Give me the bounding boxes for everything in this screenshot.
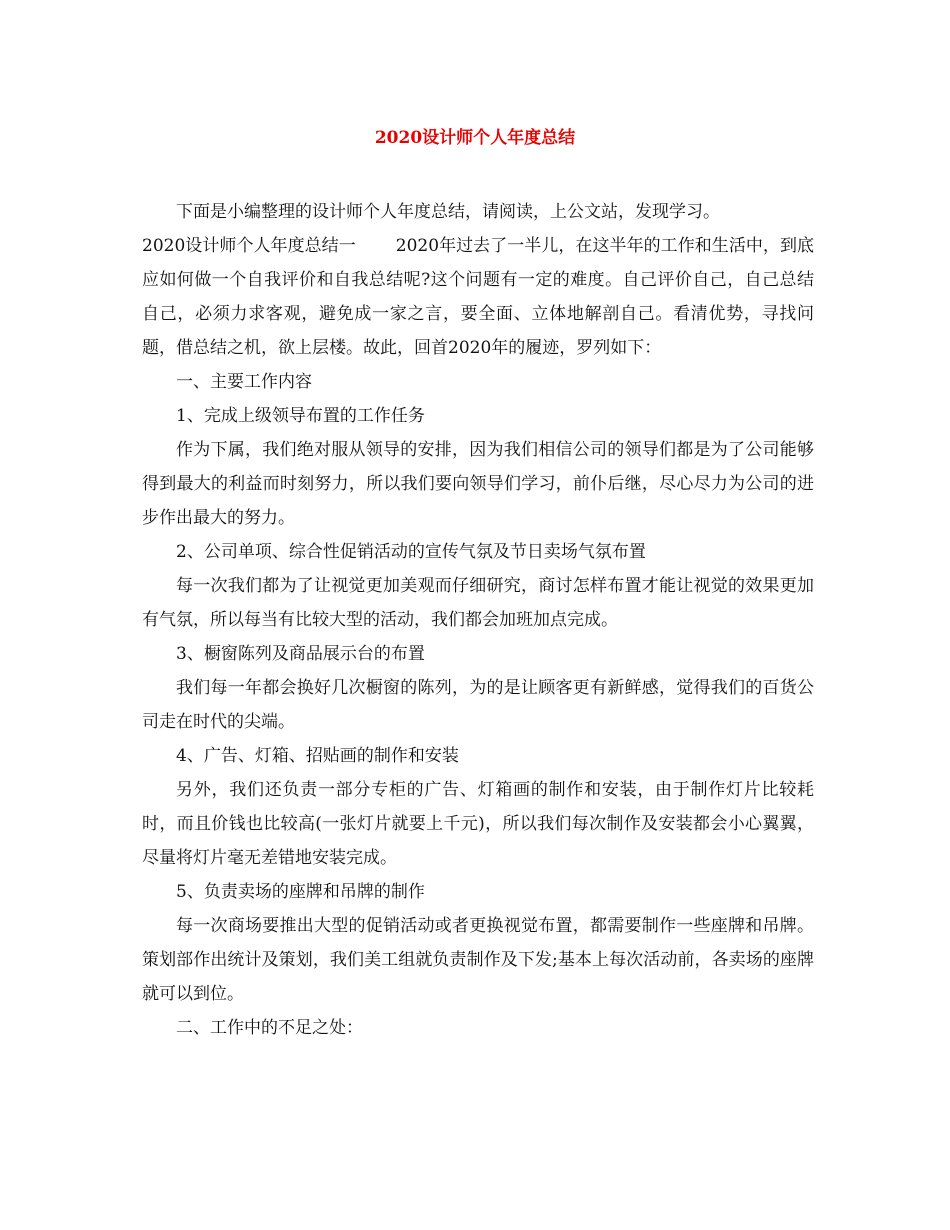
item-text-2: 每一次我们都为了让视觉更加美观而仔细研究，商讨怎样布置才能让视觉的效果更加有气氛，所以每当有比较大型的活动，我们都会加班加点完成。 [142,576,814,630]
item-heading-1: 1、完成上级领导布置的工作任务 [176,406,425,426]
item-text-3: 我们每一年都会换好几次橱窗的陈列，为的是让顾客更有新鲜感，觉得我们的百货公司走在时代的尖端。 [142,678,814,732]
subheading: 2020设计师个人年度总结一 [142,236,356,256]
item-heading-2: 2、公司单项、综合性促销活动的宣传气氛及节日卖场气氛布置 [176,542,646,562]
item-text-5: 每一次商场要推出大型的促销活动或者更换视觉布置，都需要制作一些座牌和吊牌。策划部作出统计及策划，我们美工组就负责制作及下发;基本上每次活动前，各卖场的座牌就可以到位。 [142,916,814,1004]
item-text-4: 另外，我们还负责一部分专柜的广告、灯箱画的制作和安装，由于制作灯片比较耗时，而且价钱也比较高(一张灯片就要上千元)，所以我们每次制作及安装都会小心翼翼，尽量将灯片毫无差错地安装完成。 [142,780,814,868]
item-heading-5: 5、负责卖场的座牌和吊牌的制作 [176,882,425,902]
opening-text: 2020年过去了一半儿，在这半年的工作和生活中，到底应如何做一个自我评价和自我总结呢?这个问题有一定的难度。自己评价自己，自己总结自己，必须力求客观，避免成一家之言，要全面、立体地解剖自己。看清优势，寻找问题，借总结之机，欲上层楼。故此，回首2020年的履迹，罗列如下： [142,236,815,358]
item-heading-4: 4、广告、灯箱、招贴画的制作和安装 [176,746,459,766]
section-heading-1: 一、主要工作内容 [176,372,312,392]
intro-paragraph: 下面是小编整理的设计师个人年度总结，请阅读，上公文站，发现学习。 [176,202,720,222]
item-heading-3: 3、橱窗陈列及商品展示台的布置 [176,644,425,664]
opening-paragraph [142,229,814,365]
item-text-1: 作为下属，我们绝对服从领导的安排，因为我们相信公司的领导们都是为了公司能够得到最大的利益而时刻努力，所以我们要向领导们学习，前仆后继，尽心尽力为公司的进步作出最大的努力。 [142,440,814,528]
document-title: 2020设计师个人年度总结 [374,128,576,148]
document-body [142,195,814,1045]
section-heading-2: 二、工作中的不足之处： [176,1018,363,1038]
